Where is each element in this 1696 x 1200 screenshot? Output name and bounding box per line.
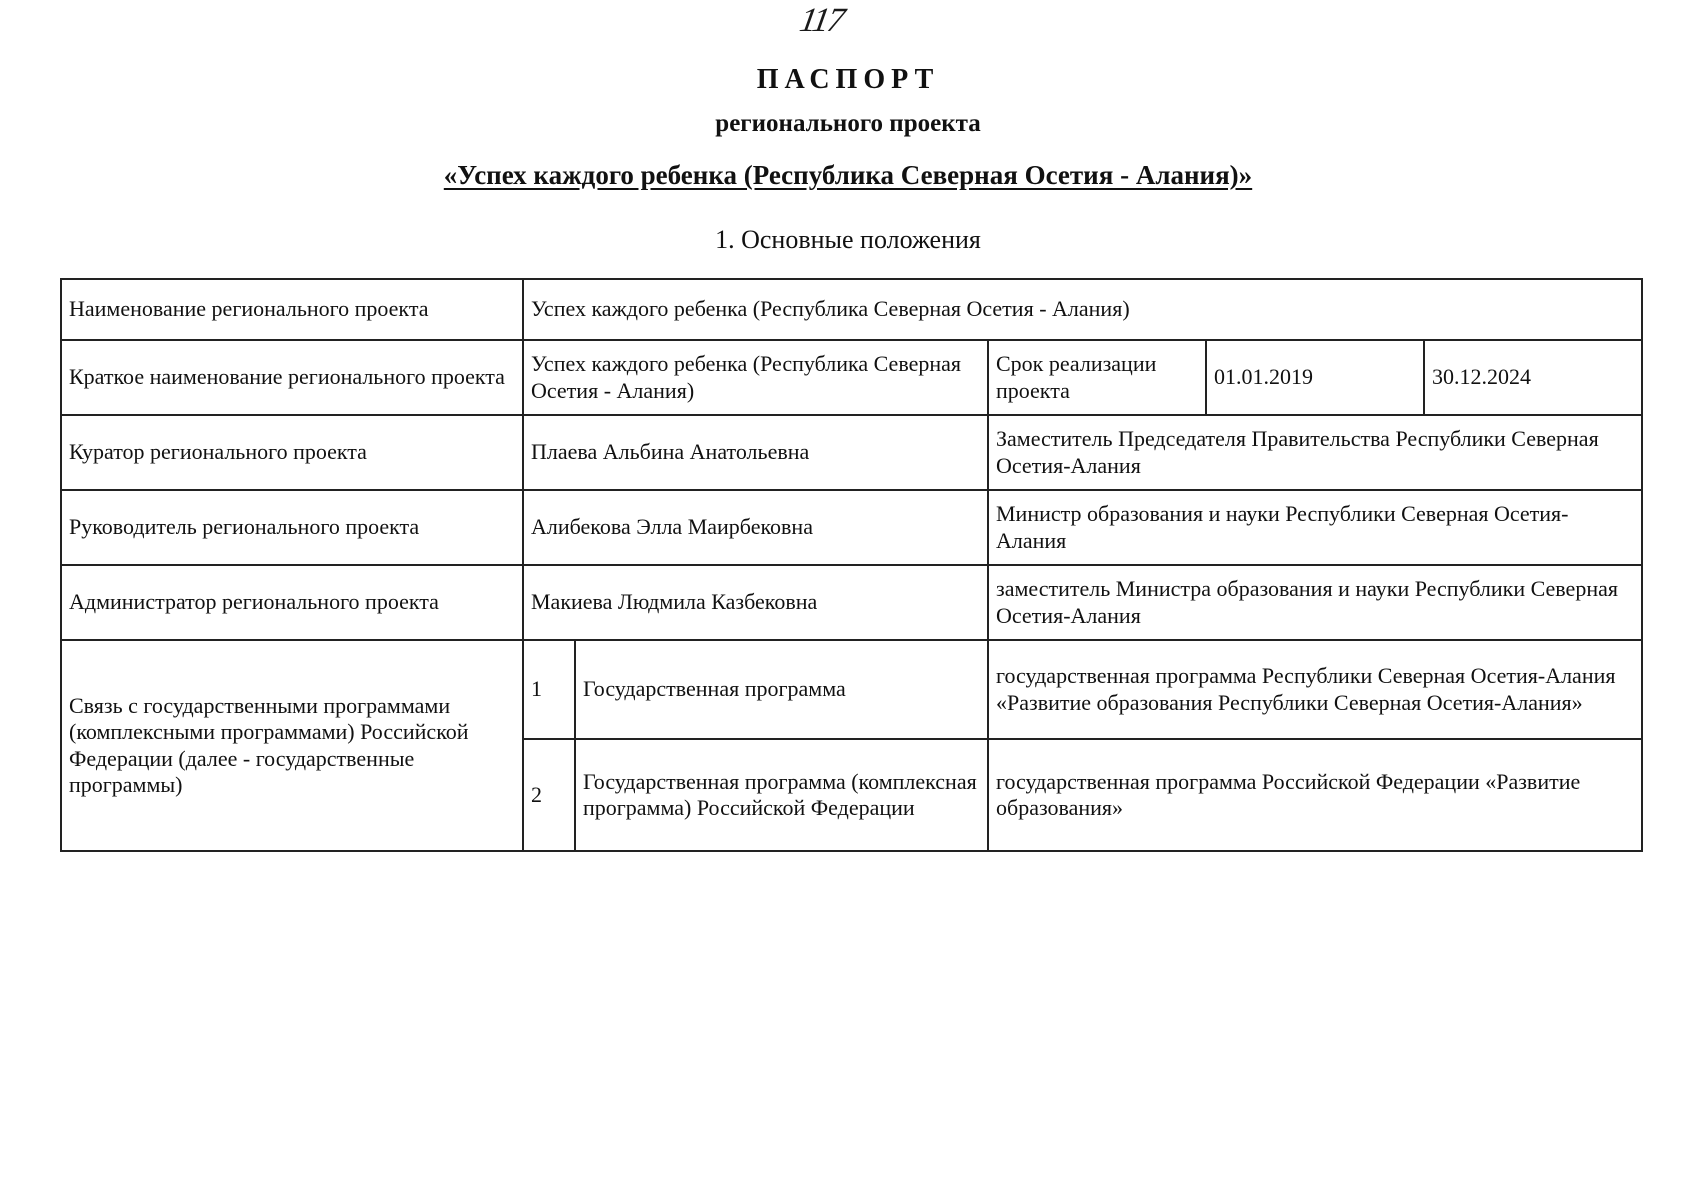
curator-position: Заместитель Председателя Правительства Республики Северная Осетия-Алания: [988, 415, 1642, 490]
program-1-type: Государственная программа: [575, 640, 988, 739]
program-1-name: государственная программа Республики Северная Осетия-Алания «Развитие образования Республики Северная Осетия-Алания»: [988, 640, 1642, 739]
passport-table: [60, 278, 1643, 852]
document-subtitle: регионального проекта: [715, 110, 981, 137]
head-position: Министр образования и науки Республики Северная Осетия-Алания: [988, 490, 1642, 565]
table-row-curator: [61, 415, 1642, 490]
document-title: ПАСПОРТ: [756, 64, 940, 95]
administrator-name: Макиева Людмила Казбековна: [523, 565, 988, 640]
term-label: Срок реализации проекта: [988, 340, 1206, 415]
table-row-head: [61, 490, 1642, 565]
programs-label: Связь с государственными программами (комплексными программами) Российской Федерации (далее - государственные программы): [61, 640, 523, 851]
curator-name: Плаева Альбина Анатольевна: [523, 415, 988, 490]
short-name-label: Краткое наименование регионального проекта: [61, 340, 523, 415]
program-2-type: Государственная программа (комплексная программа) Российской Федерации: [575, 739, 988, 851]
administrator-label: Администратор регионального проекта: [61, 565, 523, 640]
table-row-administrator: [61, 565, 1642, 640]
project-name-value: Успех каждого ребенка (Республика Северная Осетия - Алания): [523, 279, 1642, 340]
administrator-position: заместитель Министра образования и науки Республики Северная Осетия-Алания: [988, 565, 1642, 640]
project-name-label: Наименование регионального проекта: [61, 279, 523, 340]
table-row-project-name: [61, 279, 1642, 340]
project-title: «Успех каждого ребенка (Республика Северная Осетия - Алания)»: [443, 160, 1253, 190]
end-date: 30.12.2024: [1424, 340, 1642, 415]
curator-label: Куратор регионального проекта: [61, 415, 523, 490]
program-1-number: 1: [523, 640, 575, 739]
start-date: 01.01.2019: [1206, 340, 1424, 415]
head-label: Руководитель регионального проекта: [61, 490, 523, 565]
head-name: Алибекова Элла Маирбековна: [523, 490, 988, 565]
short-name-value: Успех каждого ребенка (Республика Северная Осетия - Алания): [523, 340, 988, 415]
program-2-number: 2: [523, 739, 575, 851]
program-2-name: государственная программа Российской Федерации «Развитие образования»: [988, 739, 1642, 851]
table-row-short-name: [61, 340, 1642, 415]
handwritten-page-number: 117: [796, 2, 846, 39]
section-heading: 1. Основные положения: [715, 225, 981, 254]
table-row-program-1: [61, 640, 1642, 739]
